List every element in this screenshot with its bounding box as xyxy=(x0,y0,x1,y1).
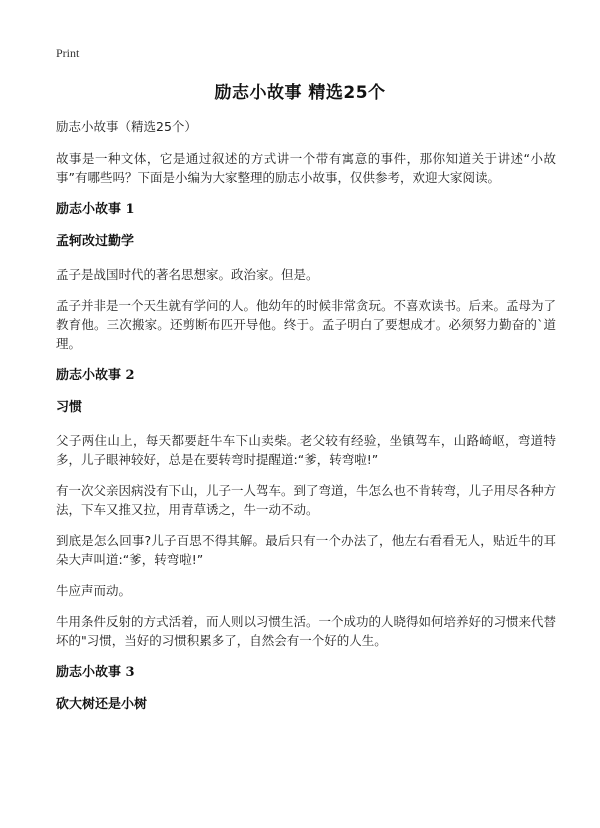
story-2-paragraph-4: 牛应声而动。 xyxy=(56,583,132,598)
story-title-1: 孟轲改过勤学 xyxy=(56,234,135,249)
section-heading-story-3: 励志小故事 3 xyxy=(56,665,135,680)
document-title: 励志小故事 精选25个 xyxy=(214,83,386,103)
story-2-paragraph-1: 父子两住山上，每天都要赶牛车下山卖柴。老父较有经验，坐镇驾车，山路崎岖，弯道特多，儿子眼神较好，总是在要转弯时提醒道:“爹，转弯啦!” xyxy=(56,433,556,467)
story-2-paragraph-2: 有一次父亲因病没有下山，儿子一人驾车。到了弯道，牛怎么也不肯转弯，儿子用尽各种方法，下车又推又拉，用青草诱之，牛一动不动。 xyxy=(56,483,557,517)
story-2-paragraph-5: 牛用条件反射的方式活着，而人则以习惯生活。一个成功的人晓得如何培养好的习惯来代替坏的"习惯，当好的习惯积累多了，自然会有一个好的人生。 xyxy=(56,614,557,648)
story-title-2: 习惯 xyxy=(56,400,83,415)
story-2-paragraph-3: 到底是怎么回事?儿子百思不得其解。最后只有一个办法了，他左右看看无人，贴近牛的耳朵大声叫道:“爹，转弯啦!” xyxy=(56,533,556,567)
print-label[interactable]: Print xyxy=(56,46,80,60)
intro-paragraph: 故事是一种文体，它是通过叙述的方式讲一个带有寓意的事件，那你知道关于讲述“小故事”有哪些吗？下面是小编为大家整理的励志小故事，仅供参考，欢迎大家阅读。 xyxy=(56,151,556,185)
document-subtitle: 励志小故事（精选25个） xyxy=(56,119,197,134)
document-content xyxy=(56,117,556,728)
section-heading-story-2: 励志小故事 2 xyxy=(56,368,135,383)
story-1-paragraph-1: 孟子是战国时代的著名思想家。政治家。但是。 xyxy=(56,267,319,282)
section-heading-story-1: 励志小故事 1 xyxy=(56,202,135,217)
story-1-paragraph-2: 孟子并非是一个天生就有学问的人。他幼年的时候非常贪玩。不喜欢读书。后来。孟母为了教育他。三次搬家。还剪断布匹开导他。终于。孟子明白了要想成才。必须努力勤奋的`道理。 xyxy=(56,298,557,351)
story-title-3: 砍大树还是小树 xyxy=(56,697,148,712)
